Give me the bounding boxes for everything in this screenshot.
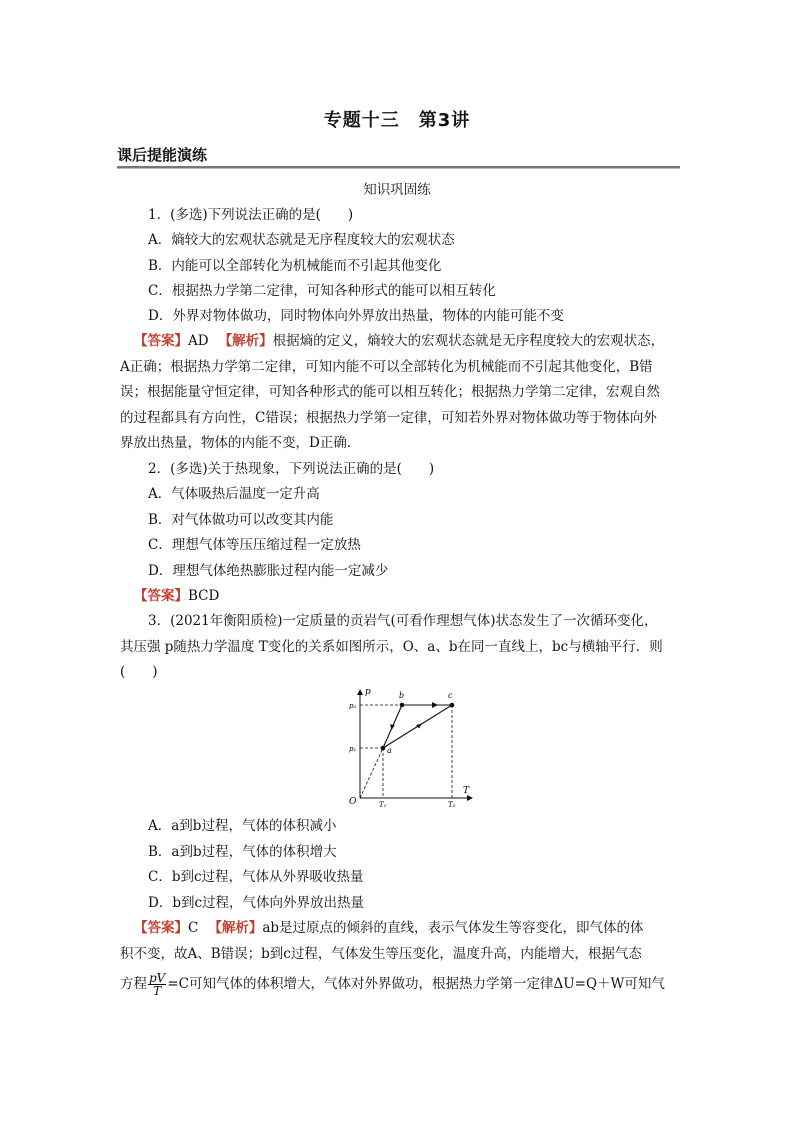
- analysis-tag: 【解析】: [218, 333, 273, 349]
- q1-option-c: C．根据热力学第二定律，可知各种形式的能可以相互转化: [148, 283, 496, 299]
- tick-label-t2: T₂: [448, 801, 456, 808]
- q3-option-a: A．a到b过程，气体的体积减小: [148, 818, 337, 834]
- point-label-c: c: [448, 691, 453, 700]
- q1-analysis-line: 的过程都具有方向性，C错误；根据热力学第一定律，可知若外界对物体做功等于物体向外: [120, 410, 657, 426]
- section-title: 课后提能演练: [117, 146, 208, 164]
- axis-label-p: p: [365, 687, 371, 697]
- q3-stem-line: 3．(2021年衡阳质检)一定质量的贡岩气(可看作理想气体)状态发生了一次循环变化，: [148, 613, 658, 629]
- arrow-c-a: [416, 724, 422, 729]
- answer-tag: 【答案】: [134, 588, 188, 604]
- q3-analysis-line: 积不变，故A、B错误；b到c过程，气体发生等压变化，温度升高，内能增大，根据气态: [120, 946, 642, 962]
- q2-answer-line: [134, 586, 219, 606]
- point-label-b: b: [399, 691, 405, 700]
- q2-option-d: D．理想气体绝热膨胀过程内能一定减少: [148, 563, 389, 579]
- last-line-suffix: =C可知气体的体积增大，气体对外界做功，根据热力学第一定律ΔU=Q＋W可知气: [167, 976, 665, 992]
- axis-label-t: T: [463, 786, 470, 796]
- page-title: 专题十三 第3讲: [323, 110, 471, 131]
- fraction-numerator: pV: [149, 971, 166, 985]
- point-b: [400, 703, 405, 708]
- q3-stem-line: 其压强 p随热力学温度 T变化的关系如图所示，O、a、b在同一直线上，bc与横轴平行．则: [120, 639, 663, 655]
- q2-stem: 2．(多选)关于热现象，下列说法正确的是( ): [148, 461, 435, 477]
- last-line-prefix: 方程: [120, 976, 147, 992]
- divider: [117, 166, 680, 168]
- q1-stem: 1．(多选)下列说法正确的是( ): [148, 207, 354, 223]
- q1-option-b: B．内能可以全部转化为机械能而不引起其他变化: [148, 258, 442, 274]
- q3-answer-line: [134, 918, 644, 938]
- q1-option-d: D．外界对物体做功，同时物体向外界放出热量，物体的内能可能不变: [148, 308, 564, 324]
- arrow-b-c: [432, 702, 438, 708]
- subsection-title: 知识巩固练: [363, 182, 431, 198]
- tick-label-t1: T₁: [379, 801, 387, 808]
- answer-tag: 【答案】: [134, 333, 188, 349]
- q3-analysis-last-line: [120, 972, 665, 997]
- origin-label: O: [349, 797, 357, 807]
- tick-label-p1: p₁: [349, 745, 357, 753]
- q2-option-a: A．气体吸热后温度一定升高: [148, 486, 320, 502]
- q1-analysis-line: 界放出热量，物体的内能不变，D正确．: [120, 435, 361, 451]
- p-t-graph: [340, 684, 480, 808]
- q2-option-c: C．理想气体等压压缩过程一定放热: [148, 537, 361, 553]
- tick-label-p2: p₂: [349, 702, 357, 710]
- q3-stem-line: ( ): [120, 664, 158, 680]
- fraction-pv-over-t: [148, 972, 166, 997]
- q3-answer: C: [188, 920, 199, 936]
- point-label-a: a: [387, 746, 392, 755]
- q1-analysis-line: 误；根据能量守恒定律，可知各种形式的能可以相互转化；根据热力学第二定律，宏观自然: [120, 384, 660, 400]
- q3-option-c: C．b到c过程，气体从外界吸收热量: [148, 869, 364, 885]
- q3-analysis-line: ab是过原点的倾斜的直线，表示气体发生等容变化，即气体的体: [262, 920, 644, 936]
- q1-answer-line: [134, 331, 664, 351]
- q3-option-b: B．a到b过程，气体的体积增大: [148, 844, 337, 860]
- answer-tag: 【答案】: [134, 920, 188, 936]
- q1-option-a: A．熵较大的宏观状态就是无序程度较大的宏观状态: [148, 232, 455, 248]
- q2-option-b: B．对气体做功可以改变其内能: [148, 512, 334, 528]
- q1-analysis-line: 根据熵的定义，熵较大的宏观状态就是无序程度较大的宏观状态，: [272, 333, 665, 349]
- q1-answer: AD: [188, 333, 209, 349]
- analysis-tag: 【解析】: [208, 920, 263, 936]
- point-c: [450, 703, 455, 708]
- fraction-denominator: T: [153, 984, 162, 998]
- q1-analysis-line: A正确；根据热力学第二定律，可知内能不可以全部转化为机械能而不引起其他变化，B错: [120, 359, 653, 375]
- q3-option-d: D．b到c过程，气体向外界放出热量: [148, 895, 365, 911]
- q2-answer: BCD: [188, 588, 220, 604]
- point-a: [381, 746, 386, 751]
